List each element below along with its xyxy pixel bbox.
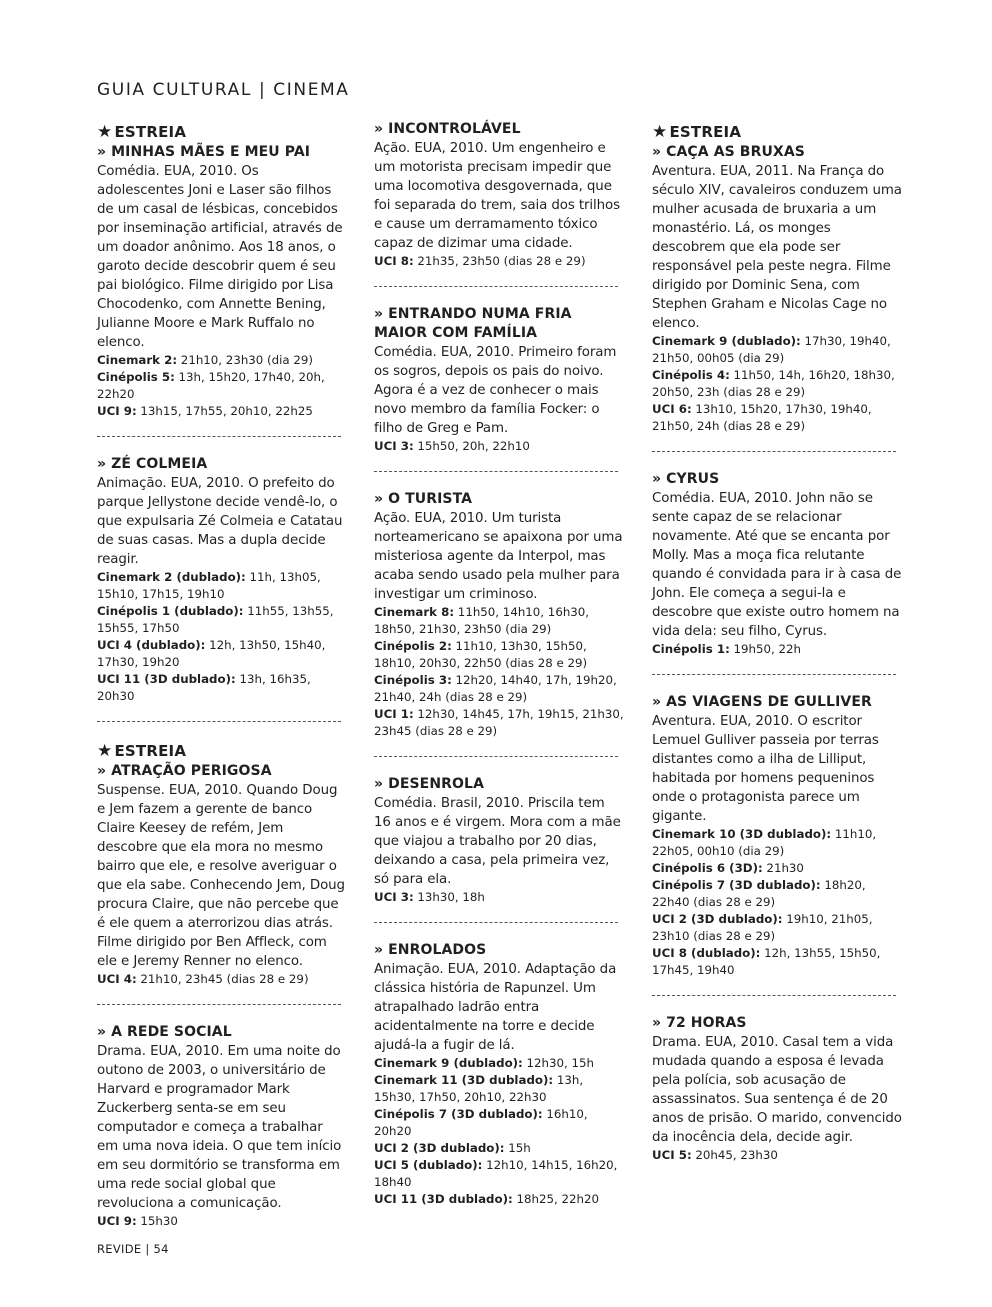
column-3 — [652, 120, 902, 1164]
film-title: » 72 HORAS — [652, 1015, 747, 1031]
session-venue: UCI 2 (3D dublado): — [652, 912, 783, 926]
session-times: 12h30, 15h — [522, 1056, 595, 1070]
session-row — [374, 1106, 624, 1140]
session-venue: UCI 8: — [374, 254, 414, 268]
film-description: Drama. EUA, 2010. Em uma noite do outono de 2003, o universitário de Harvard e programador Mark Zuckerberg senta-se em seu computador e começa a trabalhar em uma nova ideia. O que tem início em seu dormitório se transforma em uma rede social global que revoluciona a comunicação. — [97, 1044, 342, 1211]
session-row — [652, 333, 902, 367]
session-times: 12h20, 14h40, 17h, 19h20, 21h40, 24h (dias 28 e 29) — [374, 673, 617, 704]
film-title: » ENROLADOS — [374, 942, 487, 958]
session-times: 11h50, 14h, 16h20, 18h30, 20h50, 23h (dias 28 e 29) — [652, 368, 895, 399]
session-row — [97, 1213, 347, 1230]
session-times: 12h30, 14h45, 17h, 19h15, 21h30, 23h45 (dias 28 e 29) — [374, 707, 624, 738]
film-entry — [652, 693, 902, 979]
estreia-label: ESTREIA — [114, 123, 187, 141]
film-entry — [374, 775, 624, 906]
session-row — [374, 253, 624, 270]
session-row — [97, 971, 347, 988]
film-description: Suspense. EUA, 2010. Quando Doug e Jem fazem a gerente de banco Claire Keesey de refém, Jem descobre que ela mora no mesmo bairro que ele, e resolve averiguar o que ela sabe. Conhecendo Jem, Doug procura Claire, que não percebe que é ele quem a aterrorizou dias atrás. Filme dirigido por Ben Affleck, com ele e Jeremy Renner no elenco. — [97, 783, 345, 969]
session-times: 20h45, 23h30 — [691, 1148, 778, 1162]
session-times: 21h10, 23h45 (dias 28 e 29) — [136, 972, 309, 986]
session-times: 15h — [504, 1141, 531, 1155]
session-venue: Cinépolis 7 (3D dublado): — [652, 878, 821, 892]
session-times: 16h10, 20h20 — [374, 1107, 588, 1138]
session-times: 11h, 13h05, 15h10, 17h15, 19h10 — [97, 570, 321, 601]
estreia-label: ESTREIA — [114, 742, 187, 760]
session-venue: Cinépolis 7 (3D dublado): — [374, 1107, 543, 1121]
session-venue: UCI 4 (dublado): — [97, 638, 206, 652]
session-times: 13h, 15h30, 17h50, 20h10, 22h30 — [374, 1073, 584, 1104]
film-description: Animação. EUA, 2010. O prefeito do parque Jellystone decide vendê-lo, o que expulsaria Zé Colmeia e Catatau de suas casas. Mas a dupla decide reagir. — [97, 476, 343, 567]
film-description: Comédia. EUA, 2010. Primeiro foram os sogros, depois os pais do noivo. Agora é a vez de conhecer o mais novo membro da família Focker: o filho de Greg e Pam. — [374, 345, 617, 436]
film-entry — [374, 941, 624, 1208]
session-row — [652, 945, 902, 979]
dashed-separator — [652, 674, 896, 675]
session-row — [97, 403, 347, 420]
session-venue: UCI 5: — [652, 1148, 692, 1162]
session-venue: Cinemark 2: — [97, 353, 178, 367]
film-description: Comédia. EUA, 2010. Os adolescentes Joni e Laser são filhos de um casal de lésbicas, concebidos por inseminação artificial, através de um doador anônimo. Aos 18 anos, o garoto decide descobrir quem é seu pai biológico. Filme dirigido por Lisa Chocodenko, com Annette Bening, Julianne Moore e Mark Ruffalo no elenco. — [97, 164, 343, 350]
session-row — [652, 877, 902, 911]
session-row — [374, 1072, 624, 1106]
session-times: 12h, 13h55, 15h50, 17h45, 19h40 — [652, 946, 881, 977]
session-times: 11h10, 13h30, 15h50, 18h10, 20h30, 22h50 (dias 28 e 29) — [374, 639, 588, 670]
session-venue: Cinépolis 2: — [374, 639, 452, 653]
star-icon: ★ — [97, 741, 113, 761]
session-venue: Cinépolis 1: — [652, 642, 730, 656]
session-row — [97, 569, 347, 603]
session-times: 21h35, 23h50 (dias 28 e 29) — [413, 254, 586, 268]
estreia-badge — [97, 121, 347, 143]
dashed-separator — [652, 451, 896, 452]
session-times: 12h10, 14h15, 16h20, 18h40 — [374, 1158, 618, 1189]
session-venue: Cinépolis 6 (3D): — [652, 861, 763, 875]
estreia-badge — [97, 740, 347, 762]
film-title: » CAÇA AS BRUXAS — [652, 144, 805, 160]
dashed-separator — [374, 922, 618, 923]
session-times: 19h50, 22h — [729, 642, 802, 656]
session-row — [374, 1157, 624, 1191]
session-venue: Cinemark 8: — [374, 605, 455, 619]
session-row — [374, 1140, 624, 1157]
film-title: » AS VIAGENS DE GULLIVER — [652, 694, 872, 710]
session-venue: UCI 2 (3D dublado): — [374, 1141, 505, 1155]
dashed-separator — [374, 756, 618, 757]
film-entry — [97, 455, 347, 705]
film-description: Drama. EUA, 2010. Casal tem a vida mudada quando a esposa é levada pela polícia, sob acusação de assassinatos. Sua sentença é de 20 anos de prisão. O marido, convencido da inocência dela, decide agir. — [652, 1035, 902, 1145]
film-title: » A REDE SOCIAL — [97, 1024, 232, 1040]
film-title: » ZÉ COLMEIA — [97, 456, 208, 472]
session-times: 11h50, 14h10, 16h30, 18h50, 21h30, 23h50 (dia 29) — [374, 605, 590, 636]
session-venue: UCI 6: — [652, 402, 692, 416]
session-venue: UCI 1: — [374, 707, 414, 721]
session-times: 15h50, 20h, 22h10 — [413, 439, 530, 453]
session-times: 13h30, 18h — [413, 890, 485, 904]
session-venue: UCI 3: — [374, 439, 414, 453]
film-title: » ENTRANDO NUMA FRIA MAIOR COM FAMÍLIA — [374, 306, 572, 341]
session-times: 18h25, 22h20 — [512, 1192, 599, 1206]
session-row — [374, 889, 624, 906]
film-title: » DESENROLA — [374, 776, 485, 792]
session-venue: UCI 8 (dublado): — [652, 946, 761, 960]
session-row — [652, 641, 902, 658]
session-venue: Cinemark 11 (3D dublado): — [374, 1073, 554, 1087]
session-times: 13h15, 17h55, 20h10, 22h25 — [136, 404, 313, 418]
film-description: Animação. EUA, 2010. Adaptação da clássica história de Rapunzel. Um atrapalhado ladrão entra acidentalmente na torre e decide ajudá-la a fugir de lá. — [374, 962, 617, 1053]
session-row — [374, 438, 624, 455]
session-venue: Cinemark 9 (dublado): — [374, 1056, 523, 1070]
session-venue: UCI 4: — [97, 972, 137, 986]
film-entry — [97, 1023, 347, 1230]
session-venue: Cinemark 2 (dublado): — [97, 570, 246, 584]
film-title: » ATRAÇÃO PERIGOSA — [97, 763, 272, 779]
star-icon: ★ — [652, 122, 668, 142]
dashed-separator — [652, 995, 896, 996]
session-row — [374, 1055, 624, 1072]
session-times: 18h20, 22h40 (dias 28 e 29) — [652, 878, 866, 909]
session-times: 21h10, 23h30 (dia 29) — [177, 353, 314, 367]
session-row — [97, 637, 347, 671]
page-footer: REVIDE | 54 — [97, 1242, 169, 1256]
session-times: 15h30 — [136, 1214, 178, 1228]
session-venue: Cinépolis 3: — [374, 673, 452, 687]
film-entry — [374, 490, 624, 740]
session-row — [652, 911, 902, 945]
session-venue: UCI 3: — [374, 890, 414, 904]
session-venue: Cinemark 9 (dublado): — [652, 334, 801, 348]
session-venue: Cinemark 10 (3D dublado): — [652, 827, 832, 841]
film-description: Aventura. EUA, 2010. O escritor Lemuel Gulliver passeia por terras distantes como a ilha de Lilliput, habitada por homens pequeninos onde o protagonista parece um gigante. — [652, 714, 879, 824]
session-row — [374, 1191, 624, 1208]
session-venue: UCI 9: — [97, 1214, 137, 1228]
film-entry — [374, 120, 624, 270]
session-times: 12h, 13h50, 15h40, 17h30, 19h20 — [97, 638, 326, 669]
session-row — [652, 1147, 902, 1164]
session-row — [374, 706, 624, 740]
film-title: » INCONTROLÁVEL — [374, 121, 521, 137]
film-entry — [374, 305, 624, 455]
film-title: » MINHAS MÃES E MEU PAI — [97, 144, 311, 160]
session-row — [652, 826, 902, 860]
session-row — [374, 672, 624, 706]
film-title: » O TURISTA — [374, 491, 473, 507]
film-description: Comédia. Brasil, 2010. Priscila tem 16 anos e é virgem. Mora com a mãe que viajou a trabalho por 20 dias, deixando a casa, pela primeira vez, só para ela. — [374, 796, 621, 887]
film-description: Aventura. EUA, 2011. Na França do século XIV, cavaleiros conduzem uma mulher acusada de bruxaria a um monastério. Lá, os monges descobrem que ela pode ser responsável pela peste negra. Filme dirigido por Dominic Sena, com Stephen Graham e Nicolas Cage no elenco. — [652, 164, 902, 331]
session-row — [374, 604, 624, 638]
film-entry — [97, 121, 347, 420]
dashed-separator — [374, 471, 618, 472]
film-entry — [652, 470, 902, 658]
estreia-badge — [652, 121, 902, 143]
film-description: Ação. EUA, 2010. Um turista norteamericano se apaixona por uma misteriosa agente da Interpol, mas acaba sendo usado pela mulher para investigar um criminoso. — [374, 511, 623, 602]
session-row — [374, 638, 624, 672]
session-venue: Cinépolis 5: — [97, 370, 175, 384]
column-2 — [374, 120, 624, 1208]
film-description: Comédia. EUA, 2010. John não se sente capaz de se relacionar novamente. Até que se encanta por Molly. Mas a moça fica relutante quando é convidada para ir à casa de John. Ele começa a segui-la e descobre que existe outro homem na vida dela: seu filho, Cyrus. — [652, 491, 902, 639]
film-entry — [652, 1014, 902, 1164]
session-row — [97, 671, 347, 705]
session-times: 11h10, 22h05, 00h10 (dia 29) — [652, 827, 877, 858]
session-venue: UCI 11 (3D dublado): — [374, 1192, 513, 1206]
film-entry — [652, 121, 902, 435]
session-row — [652, 367, 902, 401]
session-row — [652, 401, 902, 435]
session-times: 21h30 — [762, 861, 804, 875]
film-title: » CYRUS — [652, 471, 720, 487]
page-header: GUIA CULTURAL | CINEMA — [97, 80, 350, 100]
session-times: 13h, 15h20, 17h40, 20h, 22h20 — [97, 370, 325, 401]
dashed-separator — [97, 1004, 341, 1005]
dashed-separator — [97, 436, 341, 437]
session-times: 19h10, 21h05, 23h10 (dias 28 e 29) — [652, 912, 873, 943]
dashed-separator — [374, 286, 618, 287]
session-venue: UCI 9: — [97, 404, 137, 418]
session-row — [652, 860, 902, 877]
dashed-separator — [97, 721, 341, 722]
film-description: Ação. EUA, 2010. Um engenheiro e um motorista precisam impedir que uma locomotiva desgovernada, que foi separada do trem, saia dos trilhos e cause um derramamento tóxico capaz de dizimar uma cidade. — [374, 141, 621, 251]
column-1 — [97, 120, 347, 1230]
session-times: 13h, 16h35, 20h30 — [97, 672, 311, 703]
session-venue: Cinépolis 1 (dublado): — [97, 604, 244, 618]
session-venue: Cinépolis 4: — [652, 368, 730, 382]
film-entry — [97, 740, 347, 988]
star-icon: ★ — [97, 122, 113, 142]
session-row — [97, 603, 347, 637]
session-times: 11h55, 13h55, 15h55, 17h50 — [97, 604, 334, 635]
session-times: 17h30, 19h40, 21h50, 00h05 (dia 29) — [652, 334, 891, 365]
session-venue: UCI 11 (3D dublado): — [97, 672, 236, 686]
session-times: 13h10, 15h20, 17h30, 19h40, 21h50, 24h (dias 28 e 29) — [652, 402, 872, 433]
estreia-label: ESTREIA — [669, 123, 742, 141]
session-venue: UCI 5 (dublado): — [374, 1158, 483, 1172]
session-row — [97, 352, 347, 369]
session-row — [97, 369, 347, 403]
